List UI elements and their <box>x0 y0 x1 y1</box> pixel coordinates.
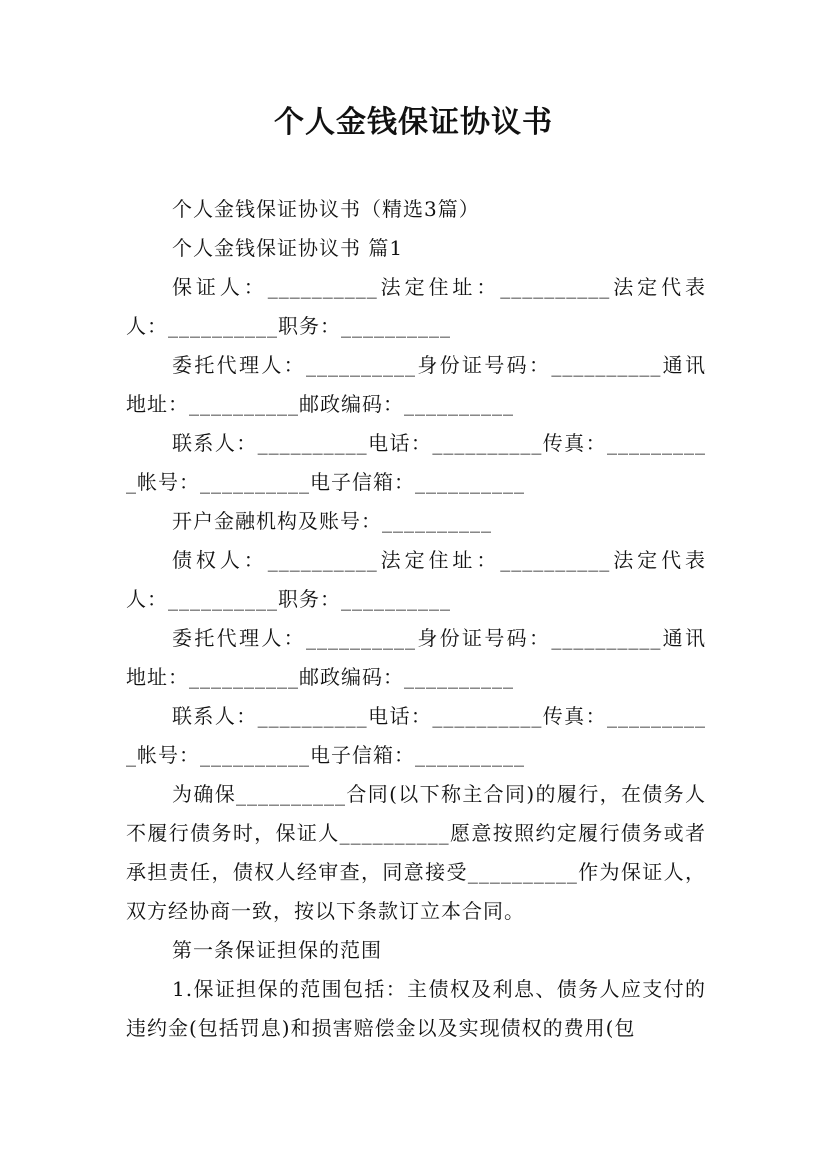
creditor-contact-info: 联系人：__________电话：__________传真：__________帐号：__________电子信箱：__________ <box>126 704 706 767</box>
guarantor-contact-info: 联系人：__________电话：__________传真：__________帐号：__________电子信箱：__________ <box>126 431 706 494</box>
creditor-agent-info: 委托代理人：__________身份证号码：__________通讯地址：__________邮政编码：__________ <box>126 626 706 689</box>
guarantor-agent-info: 委托代理人：__________身份证号码：__________通讯地址：__________邮政编码：__________ <box>126 353 706 416</box>
guarantor-info: 保证人：__________法定住址：__________法定代表人：__________职务：__________ <box>126 275 706 338</box>
document-title: 个人金钱保证协议书 <box>274 105 553 140</box>
subtitle-paragraph: 个人金钱保证协议书（精选3篇） <box>172 197 480 221</box>
guarantor-bank-info: 开户金融机构及账号：__________ <box>172 509 492 533</box>
article-heading: 第一条保证担保的范围 <box>172 938 382 962</box>
document-body <box>126 190 706 1048</box>
preamble-paragraph: 为确保__________合同(以下称主合同)的履行，在债务人不履行债务时，保证人__________愿意按照约定履行债务或者承担责任，债权人经审查，同意接受__________作为保证人，双方经协商一致，按以下条款订立本合同。 <box>126 782 706 923</box>
article-clause: 1.保证担保的范围包括：主债权及利息、债务人应支付的违约金(包括罚息)和损害赔偿金以及实现债权的费用(包 <box>126 977 706 1040</box>
creditor-info: 债权人：__________法定住址：__________法定代表人：__________职务：__________ <box>126 548 706 611</box>
section-heading: 个人金钱保证协议书 篇1 <box>172 236 404 260</box>
